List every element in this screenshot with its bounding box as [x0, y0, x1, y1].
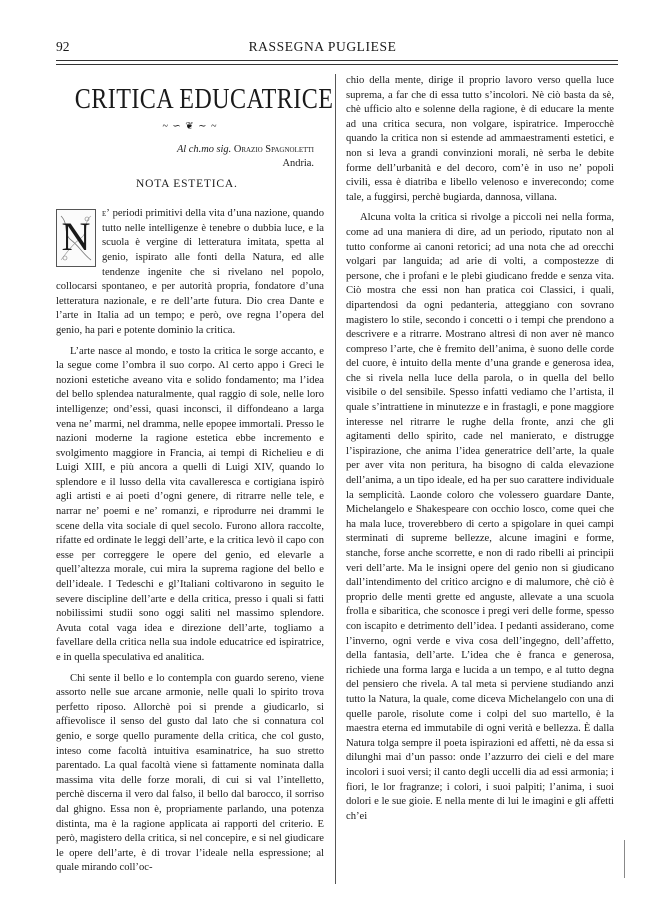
header-rule: [56, 60, 618, 61]
title-ornament: ~ ∽ ❦ ∼ ~: [162, 121, 218, 132]
page-number: 92: [56, 39, 70, 54]
first-paragraph: [56, 207, 324, 338]
dedication-name: Orazio Spagnoletti: [233, 143, 314, 155]
right-column: [346, 74, 614, 824]
column-divider: [335, 74, 336, 884]
article-subtitle: NOTA ESTETICA.: [136, 177, 238, 190]
continued-paragraph: chio della mente, dirige il proprio lavoro verso quella luce suprema, a far che di essa tutto s’incolori. Nè ciò basta da sè, chè ufficio alto e solenne della ragione, è di educare la mente ad una critica secura, non volgare, ispiratrice. Imperocchè quando la critica non si estende ad ammaestramenti estetici, e non si leva a grandi convinzioni morali, nè serba le debite forme dell’urbanità e del decoro, com’è in uso ne’ popoli civili, essa è diatriba e libello velenoso e inverecondo; come tale, a fuggirsi, perchè bugiarda, dannosa, villana.: [346, 75, 614, 203]
first-para-text: periodi primitivi della vita d’una nazione, quando tutto nelle intelligenze è tenebre o dubbia luce, e la scuola è vergine di letteratura imitata, spetta al genio, ispirato alle fonti della Natura, ed alle tendenze ingenite che si rivelano nel popolo, collocarsi spontaneo, e per autorità propria, fondatore d’una letteratura nazionale, e re dell’arte futura. Dio crea Dante e l’arte in Italia ad un tempo; e però, ove regna l’opera del genio, ha pari e potente dominio la critica.: [56, 208, 324, 336]
left-column: [56, 74, 334, 876]
dedication-place: Andria.: [282, 157, 314, 169]
paragraph: Chi sente il bello e lo contempla con guardo sereno, viene assorto nelle sue arcane armonie, nelle quali lo spirito trova perfetto riposo. Allorchè poi si prende a giudicarlo, si affievolisce il senso del gusto dal lato che si connatura col genio, e sorge quello puramente della critica, che col gusto, inteso come facoltà intuitiva esaminatrice, ha suo stretto parentado. La qual facoltà viene sì fattamente nominata dalla massima vita delle forze morali, di cui si val l’intelletto, perchè discerna il vero dal falso, il bello dal barocco, il sorriso dal ghigno. Essa non è, propriamente parlando, una potenza distinta, ma è la ragione applicata ai rapporti del criterio. E però, magistero della critica, si nel concepire, e si nel giudicare le opere dell’arte, è di trovar l’ideale nella espressione; al quale mirando coll’oc-: [56, 672, 324, 874]
dedication-prefix: Al ch.mo sig.: [176, 143, 234, 155]
margin-mark: [624, 840, 625, 878]
paragraph: Alcuna volta la critica si rivolge a piccoli nei nella forma, come ad una maniera di dire, ad un periodo, riputato non al tutto conforme ai canoni retorici; ad una nota che ad orecchi volgari par languida; ad arie di volti, a compostezze di persone, che i profani e le plebi giudicano fredde e senza vita. Ciò mostra che essi non han pratica coi Classici, i quali, dipartendosi da ogni pedanteria, atteggiano con sovrano magistero lo stile, secondo i concetti o i tempi che prendono a descrivere e a ritrarre. Mostrano altresì di non aver nè manco compreso l’arte, che è fremito dell’anima, è suono delle corde del cuore, è intuito della mente d’una grande e generosa idea, che si rivela nella luce della parola, o in quella del bello visibile o del sensibile. Spesso infatti vediamo che l’artista, il quale s’intrattiene in minutezze e in frastagli, e pone maggiore interesse nel ritrarre le rughe della fronte, anzi che gli agitamenti dello spirito, cade nel manierato, e distrugge l’ispirazione, che anima l’idea generatrice dell’arte, la quale per aver vita non peritura, ha bisogno di calda elevazione dell’anima, a un tipo ideale, ed ha per suo carattere individuale la semplicità. Laonde coloro che volessero guardare Dante, Michelangelo e Shakespeare con occhio losco, come quei che ha mala luce, troverebbero di certo a spigolare in quei campi sterminati di supreme bellezze, alcune imagini e forme, stanche, forse anche scorrette, e non di rado ribelli ai principii veri dell’arte. Ma le insigni opere del genio non si giudicano dall’intendimento del critico arcigno e di malumore, chè ciò è proprio delle menti grette ed anguste, allevate a una scuola frolla e sibaritica, che sconosce i pregi veri delle forme, spesso con iscapito e detrimento dell’idea. I pedanti assiderano, come l’inverno, ogni verde e viva cosa dell’ingegno, dell’affetto, della fantasia, dell’arte. L’idea che è franca e generosa, richiede una forma larga e lucida a un tempo, e al tutto degna del pensiero che rivela. A tal meta si perviene studiando anzi tutto la Natura, la quale, come diceva Michelangelo con una di quelle parole, risolute come i colpi del suo martello, è la maestra eterna ed immutabile di ogni verità e bellezza. È dalla Natura tolga sempre il poeta ispirazioni ed affetti, nè da essa si dilunghi mai d’un passo: onde l’azzurro dei cieli e del mare incolori i suoi versi; il canto degli uccelli dia ad essi armonia; i fiori, le lor fragranze; i colori, i suoi palpiti; l’anima, i suoi dolori e le sue gioie. E nella mente di lui le imagini e gli affetti ch’ei: [346, 212, 614, 822]
article-title: CRITICA EDUCATRICE: [74, 84, 334, 115]
dedication: [56, 143, 314, 157]
header-rule-double: [56, 64, 618, 65]
running-head: RASSEGNA PUGLIESE: [248, 39, 397, 54]
paragraph: L’arte nasce al mondo, e tosto la critica le sorge accanto, e la segue come l’ombra il suo corpo. Al certo appo i Greci le nozioni estetiche aveano vita e solido fondamento; ma l’idea del bello splendea naturalmente, qual raggio di sole, nelle loro intelligenze; ond’essi, quasi inconsci, il diffondeano a larga vena ne’ marmi, nel dramma, nelle epopee immortali. Presso le nazioni moderne la ragione estetica ebbe incremento e svolgimento maggiore in Francia, ai tempi di Richelieu e di Luigi XIII, e più ancora a quelli di Luigi XIV, quando lo splendore e il lusso della vita cavalleresca e cortigiana ispirò agli artisti e ai poeti d’ogni genere, di ritrarre nelle tele, e narrar ne’ poemi e ne’ romanzi, e riprodurre nei drammi le scene della vita sociale di quel secolo. Furono allora raccolte, rifatte ed ordinate le leggi dell’arte, e la critica levò il capo con esse per correggere le opere del genio, ed elevarle a quell’altezza morale, cui mira la suprema ragione del bello e dell’ideale. I Tedeschi e gl’Italiani coltivarono in seguito le severe discipline dell’arte e della critica, presso i quali si fatti nobilissimi studii sono oggi saliti nel massimo splendore. Avuta cotal vaga idea e direzione dell’arte, togliamo a favellare della critica nella sua indole educatrice ed ispiratrice, e in quella speculativa ed analitica.: [56, 345, 324, 663]
dropcap-letter: N: [61, 214, 91, 260]
first-para-cap: e’: [102, 208, 110, 220]
dropcap-ornament: [56, 209, 96, 267]
